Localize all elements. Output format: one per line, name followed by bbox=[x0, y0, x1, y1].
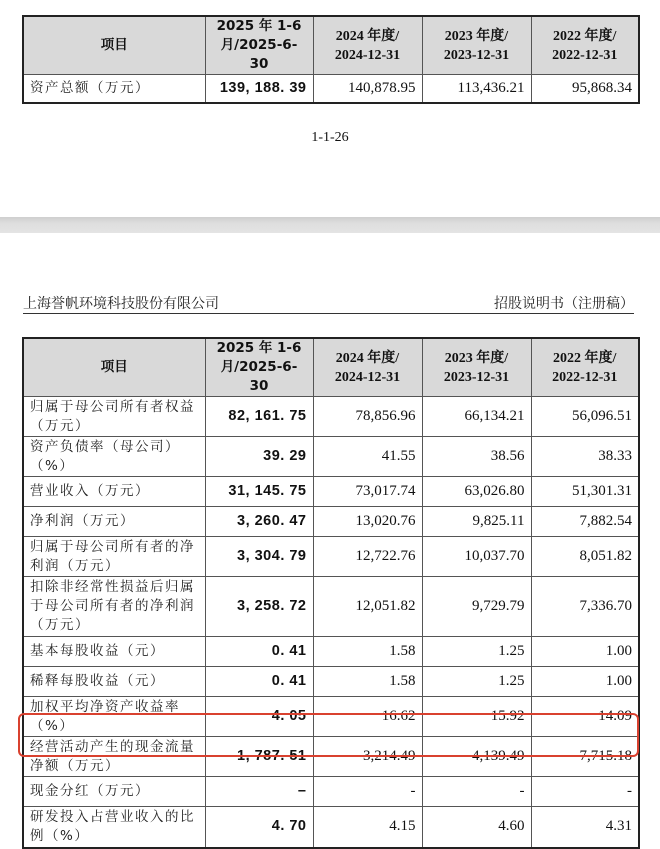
table-row bbox=[23, 477, 639, 507]
table-row bbox=[23, 437, 639, 477]
row-label: 现金分红（万元） bbox=[23, 777, 205, 807]
value-2024: 140,878.95 bbox=[313, 75, 422, 103]
header-2023: 2023 年度/ 2023-12-31 bbox=[422, 16, 531, 75]
value-2023: 9,825.11 bbox=[422, 507, 531, 537]
header-2025h1: 2025 年 1-6 月/2025-6-30 bbox=[205, 16, 313, 75]
header-item: 项目 bbox=[23, 338, 205, 397]
value-2025h1: – bbox=[205, 777, 313, 807]
table-row bbox=[23, 777, 639, 807]
value-2025h1: 139, 188. 39 bbox=[205, 75, 313, 103]
row-label: 资产负债率（母公司）（%） bbox=[23, 437, 205, 477]
value-2022: 7,882.54 bbox=[531, 507, 639, 537]
header-2022: 2022 年度/ 2022-12-31 bbox=[531, 16, 639, 75]
row-label: 基本每股收益（元） bbox=[23, 637, 205, 667]
value-2025h1: 0. 41 bbox=[205, 637, 313, 667]
value-2024: 1.58 bbox=[313, 667, 422, 697]
value-2024: 78,856.96 bbox=[313, 397, 422, 437]
value-2025h1: 3, 304. 79 bbox=[205, 537, 313, 577]
table-row-operating-cash-flow bbox=[23, 737, 639, 777]
value-2023: 4.60 bbox=[422, 807, 531, 848]
row-label: 营业收入（万元） bbox=[23, 477, 205, 507]
value-2025h1: 0. 41 bbox=[205, 667, 313, 697]
value-2024: 4.15 bbox=[313, 807, 422, 848]
value-2023: 113,436.21 bbox=[422, 75, 531, 103]
value-2022: 8,051.82 bbox=[531, 537, 639, 577]
value-2023: -4,139.49 bbox=[422, 737, 531, 777]
row-label: 稀释每股收益（元） bbox=[23, 667, 205, 697]
value-2023: 15.92 bbox=[422, 697, 531, 737]
total-assets-table bbox=[22, 15, 640, 104]
value-2022: 1.00 bbox=[531, 637, 639, 667]
value-2024: - bbox=[313, 777, 422, 807]
value-2023: 9,729.79 bbox=[422, 577, 531, 637]
value-2024: -3,214.49 bbox=[313, 737, 422, 777]
company-name: 上海誉帆环境科技股份有限公司 bbox=[23, 296, 219, 312]
value-2024: 41.55 bbox=[313, 437, 422, 477]
table-row bbox=[23, 577, 639, 637]
table-row bbox=[23, 637, 639, 667]
value-2023: 10,037.70 bbox=[422, 537, 531, 577]
value-2025h1: 39. 29 bbox=[205, 437, 313, 477]
row-label: 加权平均净资产收益率（%） bbox=[23, 697, 205, 737]
value-2022: 4.31 bbox=[531, 807, 639, 848]
value-2023: - bbox=[422, 777, 531, 807]
value-2025h1: 3, 260. 47 bbox=[205, 507, 313, 537]
value-2024: 13,020.76 bbox=[313, 507, 422, 537]
value-2022: 95,868.34 bbox=[531, 75, 639, 103]
header-2022: 2022 年度/ 2022-12-31 bbox=[531, 338, 639, 397]
value-2024: 12,722.76 bbox=[313, 537, 422, 577]
page-separator bbox=[0, 217, 660, 233]
header-2025h1: 2025 年 1-6 月/2025-6-30 bbox=[205, 338, 313, 397]
table-header-row bbox=[23, 338, 639, 397]
value-2022: 56,096.51 bbox=[531, 397, 639, 437]
document-type: 招股说明书（注册稿） bbox=[494, 296, 634, 312]
row-label: 研发投入占营业收入的比例（%） bbox=[23, 807, 205, 848]
value-2024: 1.58 bbox=[313, 637, 422, 667]
row-label: 扣除非经常性损益后归属于母公司所有者的净利润（万元） bbox=[23, 577, 205, 637]
header-2024: 2024 年度/ 2024-12-31 bbox=[313, 16, 422, 75]
value-2022: - bbox=[531, 777, 639, 807]
value-2025h1: 31, 145. 75 bbox=[205, 477, 313, 507]
value-2022: 7,336.70 bbox=[531, 577, 639, 637]
row-label: 归属于母公司所有者权益（万元） bbox=[23, 397, 205, 437]
value-2022: -7,715.18 bbox=[531, 737, 639, 777]
value-2024: 73,017.74 bbox=[313, 477, 422, 507]
value-2025h1: 1, 787. 51 bbox=[205, 737, 313, 777]
page-number: 1-1-26 bbox=[311, 130, 349, 145]
value-2025h1: 4. 05 bbox=[205, 697, 313, 737]
financial-indicators-table bbox=[22, 337, 640, 849]
document-header bbox=[23, 293, 634, 314]
value-2023: 63,026.80 bbox=[422, 477, 531, 507]
value-2023: 1.25 bbox=[422, 667, 531, 697]
table-row bbox=[23, 537, 639, 577]
row-label: 经营活动产生的现金流量净额（万元） bbox=[23, 737, 205, 777]
table-row bbox=[23, 507, 639, 537]
value-2022: 51,301.31 bbox=[531, 477, 639, 507]
row-label: 净利润（万元） bbox=[23, 507, 205, 537]
value-2022: 14.09 bbox=[531, 697, 639, 737]
value-2023: 38.56 bbox=[422, 437, 531, 477]
value-2023: 66,134.21 bbox=[422, 397, 531, 437]
table-row bbox=[23, 667, 639, 697]
value-2025h1: 82, 161. 75 bbox=[205, 397, 313, 437]
value-2025h1: 3, 258. 72 bbox=[205, 577, 313, 637]
table-row bbox=[23, 75, 639, 103]
header-item: 项目 bbox=[23, 16, 205, 75]
table-header-row bbox=[23, 16, 639, 75]
table-row bbox=[23, 807, 639, 848]
header-2023: 2023 年度/ 2023-12-31 bbox=[422, 338, 531, 397]
header-2024: 2024 年度/ 2024-12-31 bbox=[313, 338, 422, 397]
value-2024: 16.62 bbox=[313, 697, 422, 737]
value-2022: 38.33 bbox=[531, 437, 639, 477]
table-row bbox=[23, 397, 639, 437]
row-label: 归属于母公司所有者的净利润（万元） bbox=[23, 537, 205, 577]
value-2024: 12,051.82 bbox=[313, 577, 422, 637]
value-2022: 1.00 bbox=[531, 667, 639, 697]
value-2023: 1.25 bbox=[422, 637, 531, 667]
table-row bbox=[23, 697, 639, 737]
value-2025h1: 4. 70 bbox=[205, 807, 313, 848]
row-label: 资产总额（万元） bbox=[23, 75, 205, 103]
